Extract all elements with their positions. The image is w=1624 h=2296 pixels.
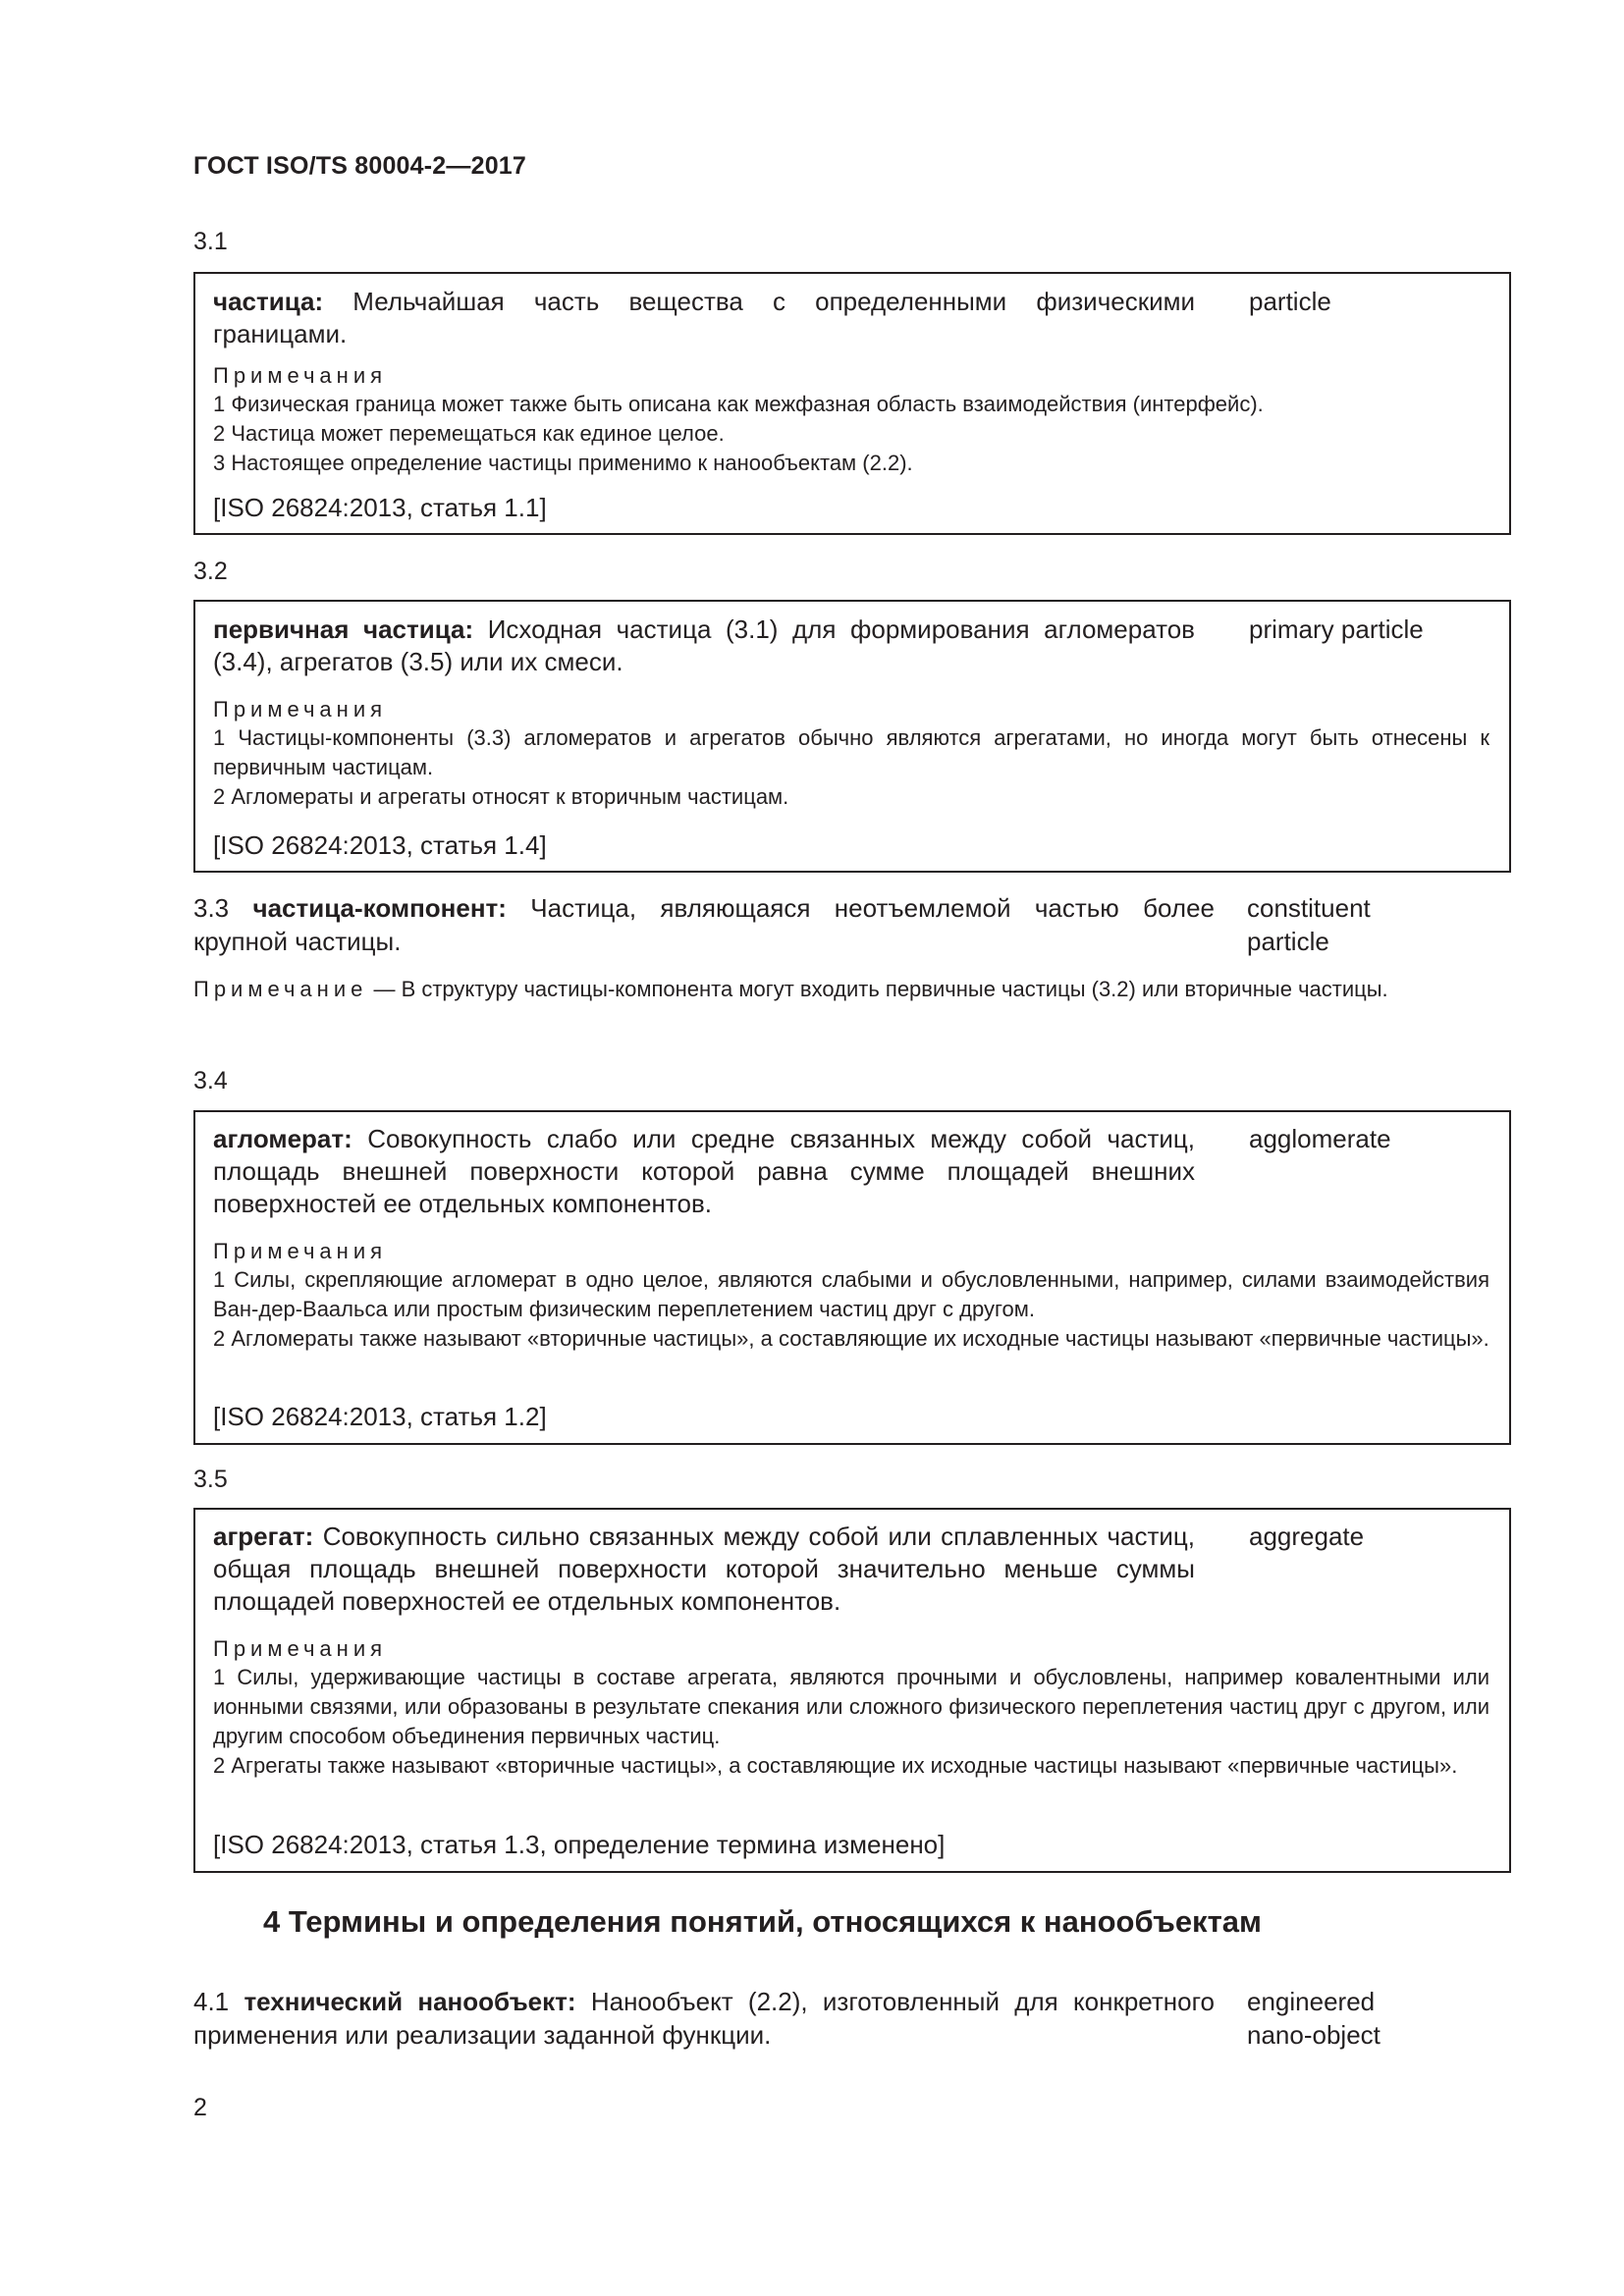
notes-list	[213, 1265, 1489, 1354]
term-box-3-1	[193, 272, 1511, 535]
source-reference: [ISO 26824:2013, статья 1.2]	[213, 1402, 547, 1431]
english-term: primary particle	[1249, 614, 1424, 644]
definition-text: Совокупность сильно связанных между собой или сплавленных частиц, общая площадь внешней поверхности которой значительно меньше суммы площадей поверхностей ее отдельных компонентов.	[213, 1522, 1195, 1616]
note-item: 2 Агломераты также называют «вторичные частицы», а составляющие их исходные частицы называют «первичные частицы».	[213, 1326, 1489, 1351]
note-text: — В структуру частицы-компонента могут входить первичные частицы (3.2) или вторичные частицы.	[367, 977, 1388, 1001]
english-term: aggregate	[1249, 1522, 1365, 1551]
notes-list	[213, 723, 1489, 812]
term-box-3-4	[193, 1110, 1511, 1445]
note-item: 1 Силы, удерживающие частицы в составе агрегата, являются прочными и обусловлены, например ковалентными или ионными связями, или образованы в результате спекания или сложного физического переплетения частиц друг с другом, или другим способом объединения первичных частиц.	[213, 1665, 1489, 1748]
english-term: agglomerate	[1249, 1124, 1391, 1153]
term-box-3-5	[193, 1508, 1511, 1873]
entry-number: 3.2	[193, 558, 228, 585]
notes-heading: Примечания	[213, 1636, 388, 1661]
english-term-line: constituent	[1247, 893, 1371, 923]
term-name: первичная частица:	[213, 614, 474, 644]
page-number: 2	[193, 2094, 207, 2121]
source-reference: [ISO 26824:2013, статья 1.3, определение термина изменено]	[213, 1830, 946, 1859]
term-name: частица-компонент:	[252, 893, 507, 923]
term-name: агрегат:	[213, 1522, 314, 1551]
english-term-line: engineered	[1247, 1987, 1376, 2016]
term-definition	[213, 1123, 1195, 1220]
term-definition	[213, 286, 1195, 350]
notes-heading: Примечания	[213, 697, 388, 721]
note-item: 3 Настоящее определение частицы применимо к нанообъектам (2.2).	[213, 451, 913, 475]
note-item: 1 Физическая граница может также быть описана как межфазная область взаимодействия (интерфейс).	[213, 392, 1264, 416]
term-definition	[213, 1521, 1195, 1618]
note-3-3	[193, 975, 1511, 1004]
note-item: 2 Агрегаты также называют «вторичные частицы», а составляющие их исходные частицы называют «первичные частицы».	[213, 1753, 1458, 1778]
note-label: Примечание	[193, 977, 368, 1001]
notes-heading: Примечания	[213, 363, 388, 388]
english-term	[1247, 891, 1371, 958]
source-reference: [ISO 26824:2013, статья 1.1]	[213, 493, 547, 522]
term-definition-4-1	[193, 1985, 1215, 2052]
document-header: ГОСТ ISO/TS 80004-2—2017	[193, 152, 527, 180]
definition-text: Мельчайшая часть вещества с определенными физическими границами.	[213, 287, 1195, 348]
note-item: 1 Силы, скрепляющие агломерат в одно целое, являются слабыми и обусловленными, например, силами взаимодействия Ван-дер-Ваальса или простым физическим переплетением частиц друг с другом.	[213, 1267, 1489, 1321]
term-box-3-2	[193, 600, 1511, 873]
english-term	[1247, 1985, 1380, 2052]
term-name: частица:	[213, 287, 324, 316]
english-term-line: nano-object	[1247, 2020, 1380, 2050]
term-definition-3-3	[193, 891, 1215, 958]
note-item: 1 Частицы-компоненты (3.3) агломератов и агрегатов обычно являются агрегатами, но иногда могут быть отнесены к первичным частицам.	[213, 725, 1489, 779]
term-name: агломерат:	[213, 1124, 352, 1153]
note-item: 2 Частица может перемещаться как единое целое.	[213, 421, 725, 446]
definition-text: Частица, являющаяся неотъемлемой частью более крупной частицы.	[193, 893, 1215, 956]
source-reference: [ISO 26824:2013, статья 1.4]	[213, 830, 547, 860]
note-item: 2 Агломераты и агрегаты относят к вторичным частицам.	[213, 784, 789, 809]
entry-number: 3.5	[193, 1466, 228, 1493]
notes-list	[213, 390, 1489, 478]
entry-number: 3.1	[193, 228, 228, 255]
definition-text: Совокупность слабо или средне связанных между собой частиц, площадь внешней поверхности которой равна сумме площадей внешних поверхностей ее отдельных компонентов.	[213, 1124, 1195, 1218]
entry-number: 3.3	[193, 893, 230, 923]
entry-number: 3.4	[193, 1067, 228, 1095]
definition-text: Нанообъект (2.2), изготовленный для конкретного применения или реализации заданной функции.	[193, 1987, 1215, 2050]
english-term: particle	[1249, 287, 1331, 316]
entry-number: 4.1	[193, 1987, 230, 2016]
definition-text: Исходная частица (3.1) для формирования агломератов (3.4), агрегатов (3.5) или их смеси.	[213, 614, 1195, 676]
notes-list	[213, 1663, 1489, 1781]
term-definition	[213, 614, 1195, 678]
notes-heading: Примечания	[213, 1239, 388, 1263]
term-name: технический нанообъект:	[244, 1987, 576, 2016]
english-term-line: particle	[1247, 927, 1329, 956]
section-heading: 4 Термины и определения понятий, относящихся к нанообъектам	[263, 1904, 1262, 1939]
